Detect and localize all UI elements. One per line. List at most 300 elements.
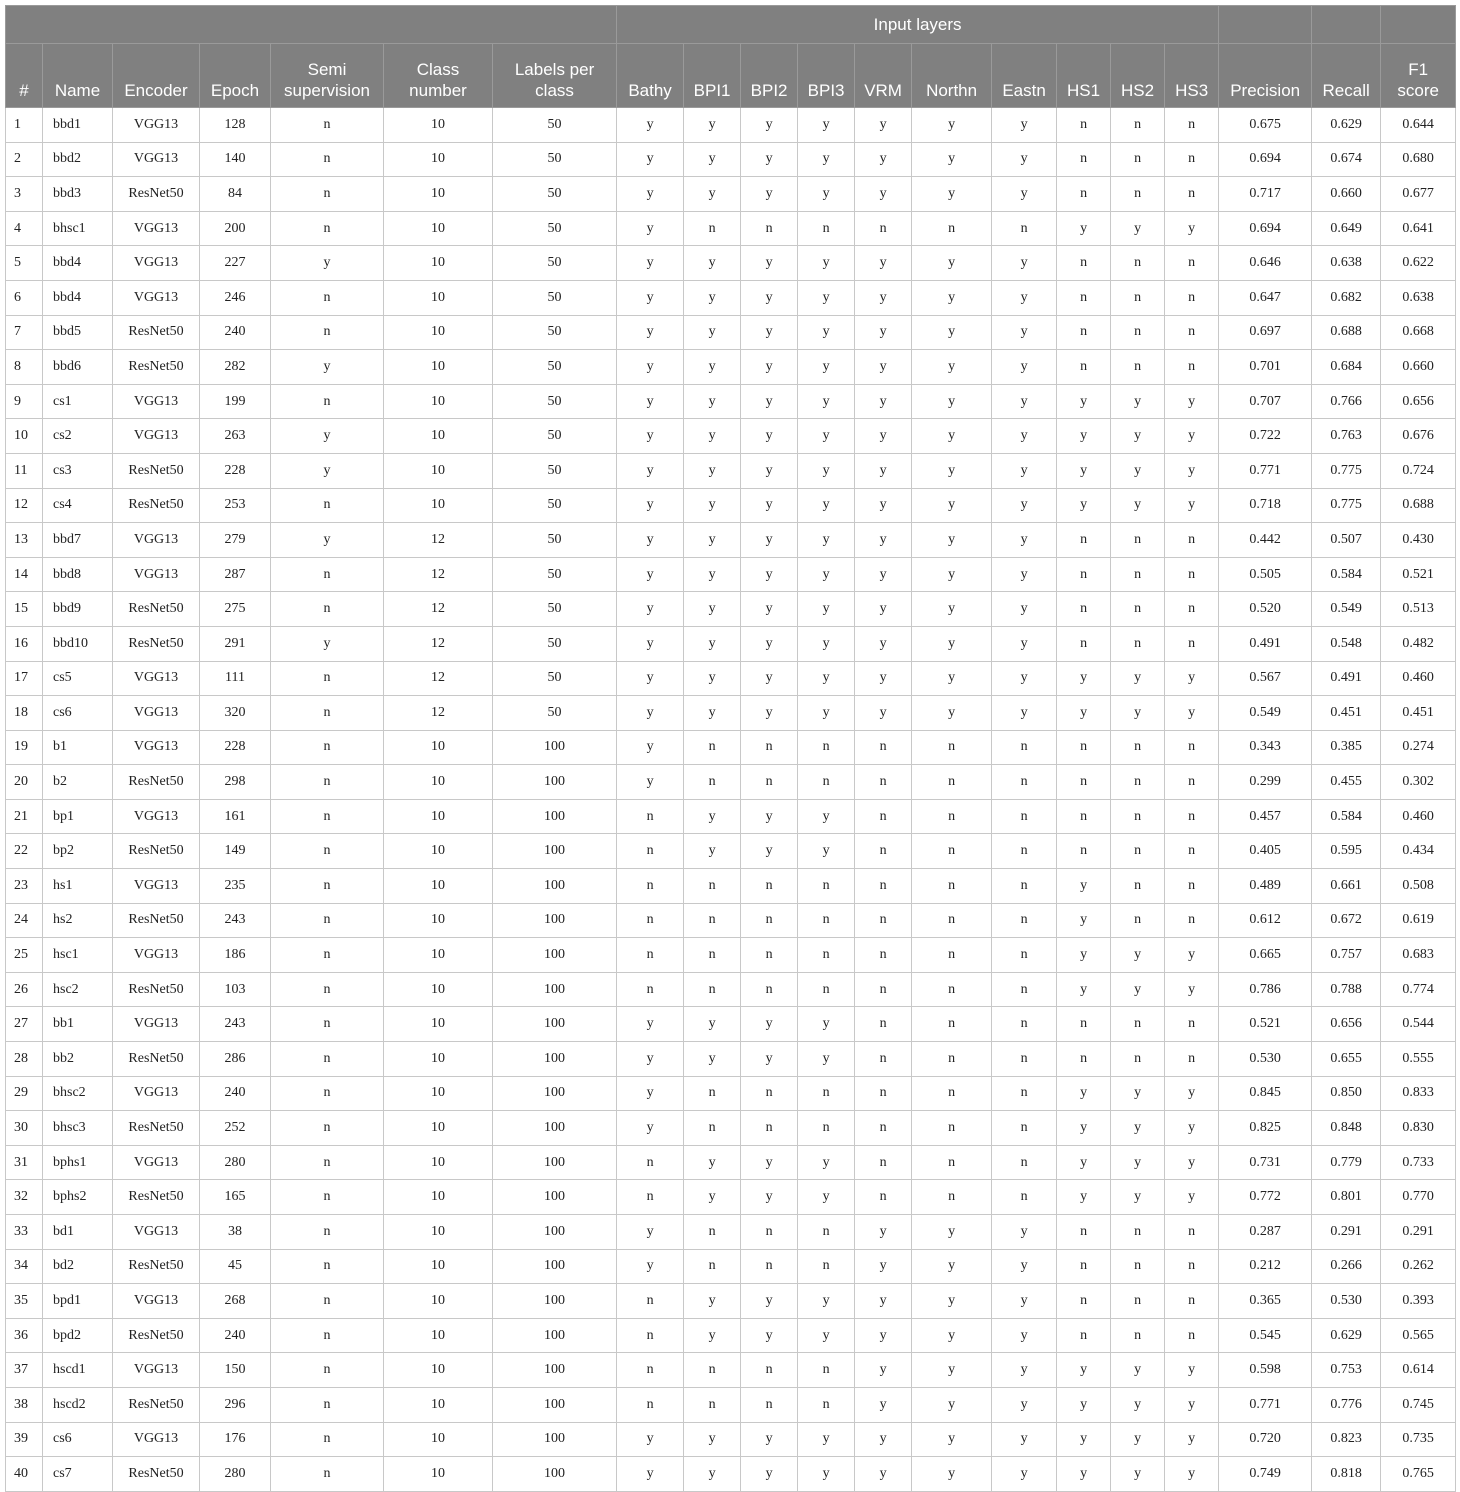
table-cell: y [741,453,798,488]
table-cell: 0.598 [1219,1353,1312,1388]
table-cell: cs3 [43,453,113,488]
table-cell: n [1111,523,1165,558]
table-cell: n [912,799,992,834]
table-cell: y [798,1145,855,1180]
table-cell: 0.385 [1312,730,1381,765]
table-cell: n [1057,1318,1111,1353]
table-cell: n [617,1387,684,1422]
column-header-row [6,44,1456,108]
table-cell: 0.724 [1381,453,1456,488]
table-cell: n [684,869,741,904]
table-cell: y [617,246,684,281]
table-cell: n [855,799,912,834]
table-cell: 50 [493,523,617,558]
table-cell: 22 [6,834,43,869]
table-cell: 0.833 [1381,1076,1456,1111]
table-cell: y [1111,1111,1165,1146]
table-cell: y [912,661,992,696]
table-cell: 320 [200,696,271,731]
table-cell: y [798,350,855,385]
table-cell: 10 [384,1249,493,1284]
table-cell: 252 [200,1111,271,1146]
table-cell: n [617,1284,684,1319]
table-cell: n [1057,592,1111,627]
table-cell: y [617,488,684,523]
table-cell: 10 [384,211,493,246]
table-cell: n [741,972,798,1007]
table-cell: 0.775 [1312,453,1381,488]
table-cell: 263 [200,419,271,454]
table-cell: y [684,350,741,385]
table-cell: 100 [493,730,617,765]
table-cell: 0.614 [1381,1353,1456,1388]
table-cell: n [617,903,684,938]
table-cell: y [912,1457,992,1492]
table-cell: n [271,903,384,938]
table-cell: 111 [200,661,271,696]
table-cell: y [684,626,741,661]
table-cell: n [1165,108,1219,143]
table-cell: y [617,1249,684,1284]
table-cell: ResNet50 [113,1042,200,1077]
table-cell: bbd7 [43,523,113,558]
table-row [6,834,1456,869]
table-cell: n [271,1284,384,1319]
table-cell: n [741,938,798,973]
table-cell: 100 [493,765,617,800]
table-cell: n [992,1180,1057,1215]
table-cell: 0.565 [1381,1318,1456,1353]
table-cell: n [271,765,384,800]
table-cell: y [912,384,992,419]
table-cell: 10 [384,419,493,454]
table-cell: bbd4 [43,246,113,281]
table-cell: n [617,972,684,1007]
table-cell: n [912,834,992,869]
table-cell: n [992,1111,1057,1146]
table-cell: y [912,1284,992,1319]
table-row [6,1042,1456,1077]
table-cell: y [684,142,741,177]
table-cell: n [741,1076,798,1111]
table-cell: 100 [493,1318,617,1353]
table-cell: y [1057,1180,1111,1215]
table-cell: y [855,280,912,315]
table-cell: n [1165,1007,1219,1042]
table-cell: n [684,972,741,1007]
table-cell: y [684,177,741,212]
table-row [6,799,1456,834]
table-cell: y [617,350,684,385]
table-cell: y [1165,384,1219,419]
column-header: Labels per class [493,44,617,108]
table-cell: 291 [200,626,271,661]
table-cell: y [855,1457,912,1492]
table-cell: n [1165,1284,1219,1319]
table-cell: 12 [384,626,493,661]
table-cell: 240 [200,1076,271,1111]
table-cell: 0.697 [1219,315,1312,350]
table-cell: VGG13 [113,1215,200,1250]
table-cell: 0.676 [1381,419,1456,454]
table-cell: y [855,142,912,177]
table-cell: y [617,730,684,765]
table-cell: 0.675 [1219,108,1312,143]
table-cell: 0.549 [1219,696,1312,731]
table-cell: 50 [493,419,617,454]
table-cell: n [855,1076,912,1111]
table-cell: y [1165,453,1219,488]
table-cell: bhsc1 [43,211,113,246]
column-header: Precision [1219,44,1312,108]
table-row [6,384,1456,419]
table-cell: y [617,557,684,592]
table-cell: y [617,523,684,558]
column-header: BPI1 [684,44,741,108]
table-cell: y [741,1422,798,1457]
table-cell: y [992,1422,1057,1457]
table-cell: y [617,315,684,350]
table-cell: 13 [6,523,43,558]
table-cell: 10 [384,1387,493,1422]
table-cell: 0.489 [1219,869,1312,904]
table-cell: y [912,1318,992,1353]
table-cell: ResNet50 [113,350,200,385]
table-cell: n [1111,1284,1165,1319]
table-cell: bbd3 [43,177,113,212]
table-cell: y [617,1007,684,1042]
table-row [6,626,1456,661]
table-cell: n [271,142,384,177]
table-cell: y [684,280,741,315]
table-cell: n [1057,1284,1111,1319]
table-cell: n [992,1076,1057,1111]
table-cell: 0.684 [1312,350,1381,385]
table-cell: n [1165,1249,1219,1284]
table-cell: n [271,280,384,315]
table-cell: 0.365 [1219,1284,1312,1319]
table-cell: n [1165,557,1219,592]
table-cell: VGG13 [113,1353,200,1388]
column-header: Encoder [113,44,200,108]
table-cell: VGG13 [113,1007,200,1042]
table-cell: n [855,730,912,765]
table-cell: 282 [200,350,271,385]
table-cell: 228 [200,453,271,488]
table-cell: n [741,903,798,938]
table-cell: 12 [384,661,493,696]
table-cell: 100 [493,1042,617,1077]
table-cell: y [1165,1180,1219,1215]
table-cell: 0.644 [1381,108,1456,143]
table-cell: n [741,1111,798,1146]
table-cell: y [992,1249,1057,1284]
table-cell: 0.649 [1312,211,1381,246]
table-cell: 0.299 [1219,765,1312,800]
table-cell: n [1111,557,1165,592]
table-cell: bbd9 [43,592,113,627]
table-row [6,1111,1456,1146]
table-cell: 10 [384,280,493,315]
table-cell: 10 [384,108,493,143]
table-cell: 176 [200,1422,271,1457]
table-cell: n [1111,1007,1165,1042]
table-cell: y [617,280,684,315]
table-cell: y [1111,938,1165,973]
table-cell: 0.619 [1381,903,1456,938]
table-cell: 100 [493,1111,617,1146]
table-cell: y [855,488,912,523]
table-cell: 0.707 [1219,384,1312,419]
table-row [6,246,1456,281]
table-cell: n [912,869,992,904]
blank-header-cell [1219,6,1312,44]
table-cell: y [855,350,912,385]
table-cell: n [798,1111,855,1146]
table-cell: 0.262 [1381,1249,1456,1284]
table-cell: 0.850 [1312,1076,1381,1111]
table-cell: 20 [6,765,43,800]
table-cell: 0.765 [1381,1457,1456,1492]
table-cell: 0.823 [1312,1422,1381,1457]
table-cell: 279 [200,523,271,558]
table-cell: n [992,730,1057,765]
table-cell: n [992,834,1057,869]
table-cell: y [855,661,912,696]
table-cell: 0.677 [1381,177,1456,212]
table-cell: y [684,1457,741,1492]
table-cell: n [271,108,384,143]
table-cell: 0.622 [1381,246,1456,281]
table-cell: 186 [200,938,271,973]
table-cell: y [855,696,912,731]
table-cell: y [1057,1145,1111,1180]
table-cell: 10 [384,177,493,212]
table-cell: y [1111,1387,1165,1422]
table-cell: 0.549 [1312,592,1381,627]
table-cell: 0.595 [1312,834,1381,869]
table-cell: n [1111,280,1165,315]
table-cell: y [855,453,912,488]
table-cell: y [1057,1422,1111,1457]
table-cell: n [1111,730,1165,765]
table-cell: n [684,1353,741,1388]
table-cell: y [1057,1353,1111,1388]
table-cell: hs2 [43,903,113,938]
table-cell: n [1111,834,1165,869]
table-cell: n [992,903,1057,938]
table-cell: n [1111,246,1165,281]
table-cell: y [798,1042,855,1077]
table-cell: 161 [200,799,271,834]
table-cell: n [617,834,684,869]
table-cell: y [855,384,912,419]
table-cell: VGG13 [113,523,200,558]
table-cell: y [1111,384,1165,419]
table-cell: y [855,1249,912,1284]
table-cell: y [992,315,1057,350]
table-cell: y [912,1215,992,1250]
table-cell: 100 [493,1180,617,1215]
table-cell: bbd5 [43,315,113,350]
table-cell: y [798,419,855,454]
table-cell: y [1111,661,1165,696]
table-cell: y [912,523,992,558]
table-cell: VGG13 [113,1422,200,1457]
table-cell: n [1111,626,1165,661]
table-cell: n [684,765,741,800]
table-cell: 0.786 [1219,972,1312,1007]
table-cell: n [271,384,384,419]
table-cell: 0.660 [1381,350,1456,385]
table-cell: y [1111,211,1165,246]
table-cell: y [1165,696,1219,731]
table-cell: y [992,246,1057,281]
table-cell: 0.647 [1219,280,1312,315]
table-cell: VGG13 [113,696,200,731]
table-cell: y [1057,1111,1111,1146]
table-cell: y [741,592,798,627]
table-cell: y [684,557,741,592]
table-cell: n [1111,315,1165,350]
column-header: Recall [1312,44,1381,108]
table-cell: y [1111,696,1165,731]
table-cell: n [798,211,855,246]
table-cell: n [271,1007,384,1042]
table-cell: n [912,1180,992,1215]
table-cell: n [1165,246,1219,281]
table-cell: cs5 [43,661,113,696]
table-cell: n [1165,869,1219,904]
table-cell: n [912,938,992,973]
table-cell: 17 [6,661,43,696]
column-header: Northn [912,44,992,108]
table-cell: y [684,592,741,627]
table-cell: n [1057,108,1111,143]
table-cell: n [1165,799,1219,834]
table-cell: n [1111,108,1165,143]
table-cell: 100 [493,1007,617,1042]
table-cell: 100 [493,1076,617,1111]
table-cell: 0.548 [1312,626,1381,661]
table-cell: 0.763 [1312,419,1381,454]
table-cell: 50 [493,315,617,350]
table-cell: y [271,523,384,558]
table-cell: n [1165,765,1219,800]
table-cell: y [741,1457,798,1492]
table-cell: y [912,1353,992,1388]
table-cell: y [1057,903,1111,938]
table-cell: n [271,592,384,627]
table-cell: 50 [493,246,617,281]
table-cell: y [1165,1457,1219,1492]
table-cell: y [912,142,992,177]
table-cell: 100 [493,972,617,1007]
table-row [6,453,1456,488]
table-cell: n [271,1318,384,1353]
table-cell: n [798,1353,855,1388]
table-cell: y [992,488,1057,523]
table-cell: y [741,1042,798,1077]
table-cell: 10 [384,1457,493,1492]
table-cell: 0.584 [1312,799,1381,834]
table-cell: n [855,869,912,904]
table-cell: bbd2 [43,142,113,177]
table-cell: y [1165,1111,1219,1146]
table-cell: 0.646 [1219,246,1312,281]
table-cell: ResNet50 [113,1180,200,1215]
table-cell: y [684,834,741,869]
table-cell: bpd2 [43,1318,113,1353]
table-cell: y [271,626,384,661]
table-cell: 3 [6,177,43,212]
table-cell: 10 [384,1318,493,1353]
table-cell: n [1057,142,1111,177]
table-cell: n [855,765,912,800]
table-cell: n [684,1076,741,1111]
table-cell: 0.745 [1381,1387,1456,1422]
table-cell: bpd1 [43,1284,113,1319]
column-header: HS1 [1057,44,1111,108]
table-cell: bbd8 [43,557,113,592]
table-cell: n [684,730,741,765]
table-cell: y [798,696,855,731]
table-cell: 84 [200,177,271,212]
table-cell: 280 [200,1457,271,1492]
table-cell: 0.530 [1312,1284,1381,1319]
table-row [6,523,1456,558]
table-cell: n [1165,177,1219,212]
table-row [6,592,1456,627]
table-cell: ResNet50 [113,1318,200,1353]
table-cell: n [271,488,384,523]
table-cell: 35 [6,1284,43,1319]
table-cell: n [741,1387,798,1422]
table-cell: n [1111,869,1165,904]
table-row [6,419,1456,454]
table-cell: y [1165,1145,1219,1180]
table-cell: y [992,626,1057,661]
table-cell: y [992,661,1057,696]
table-cell: y [992,419,1057,454]
table-cell: y [855,523,912,558]
table-cell: y [798,488,855,523]
table-cell: n [855,1145,912,1180]
table-cell: 0.545 [1219,1318,1312,1353]
table-cell: 0.460 [1381,799,1456,834]
table-cell: y [992,108,1057,143]
table-cell: n [912,765,992,800]
table-cell: VGG13 [113,1145,200,1180]
table-cell: 0.520 [1219,592,1312,627]
table-cell: 10 [384,1076,493,1111]
table-cell: y [741,1318,798,1353]
table-cell: bphs1 [43,1145,113,1180]
table-cell: y [684,315,741,350]
table-cell: n [855,903,912,938]
table-cell: ResNet50 [113,1387,200,1422]
table-cell: 100 [493,938,617,973]
table-cell: bphs2 [43,1180,113,1215]
table-cell: n [992,1007,1057,1042]
table-cell: 50 [493,453,617,488]
table-cell: n [1057,557,1111,592]
table-cell: b2 [43,765,113,800]
table-cell: y [798,1318,855,1353]
table-cell: 0.801 [1312,1180,1381,1215]
table-cell: y [1165,488,1219,523]
table-cell: y [1165,1387,1219,1422]
